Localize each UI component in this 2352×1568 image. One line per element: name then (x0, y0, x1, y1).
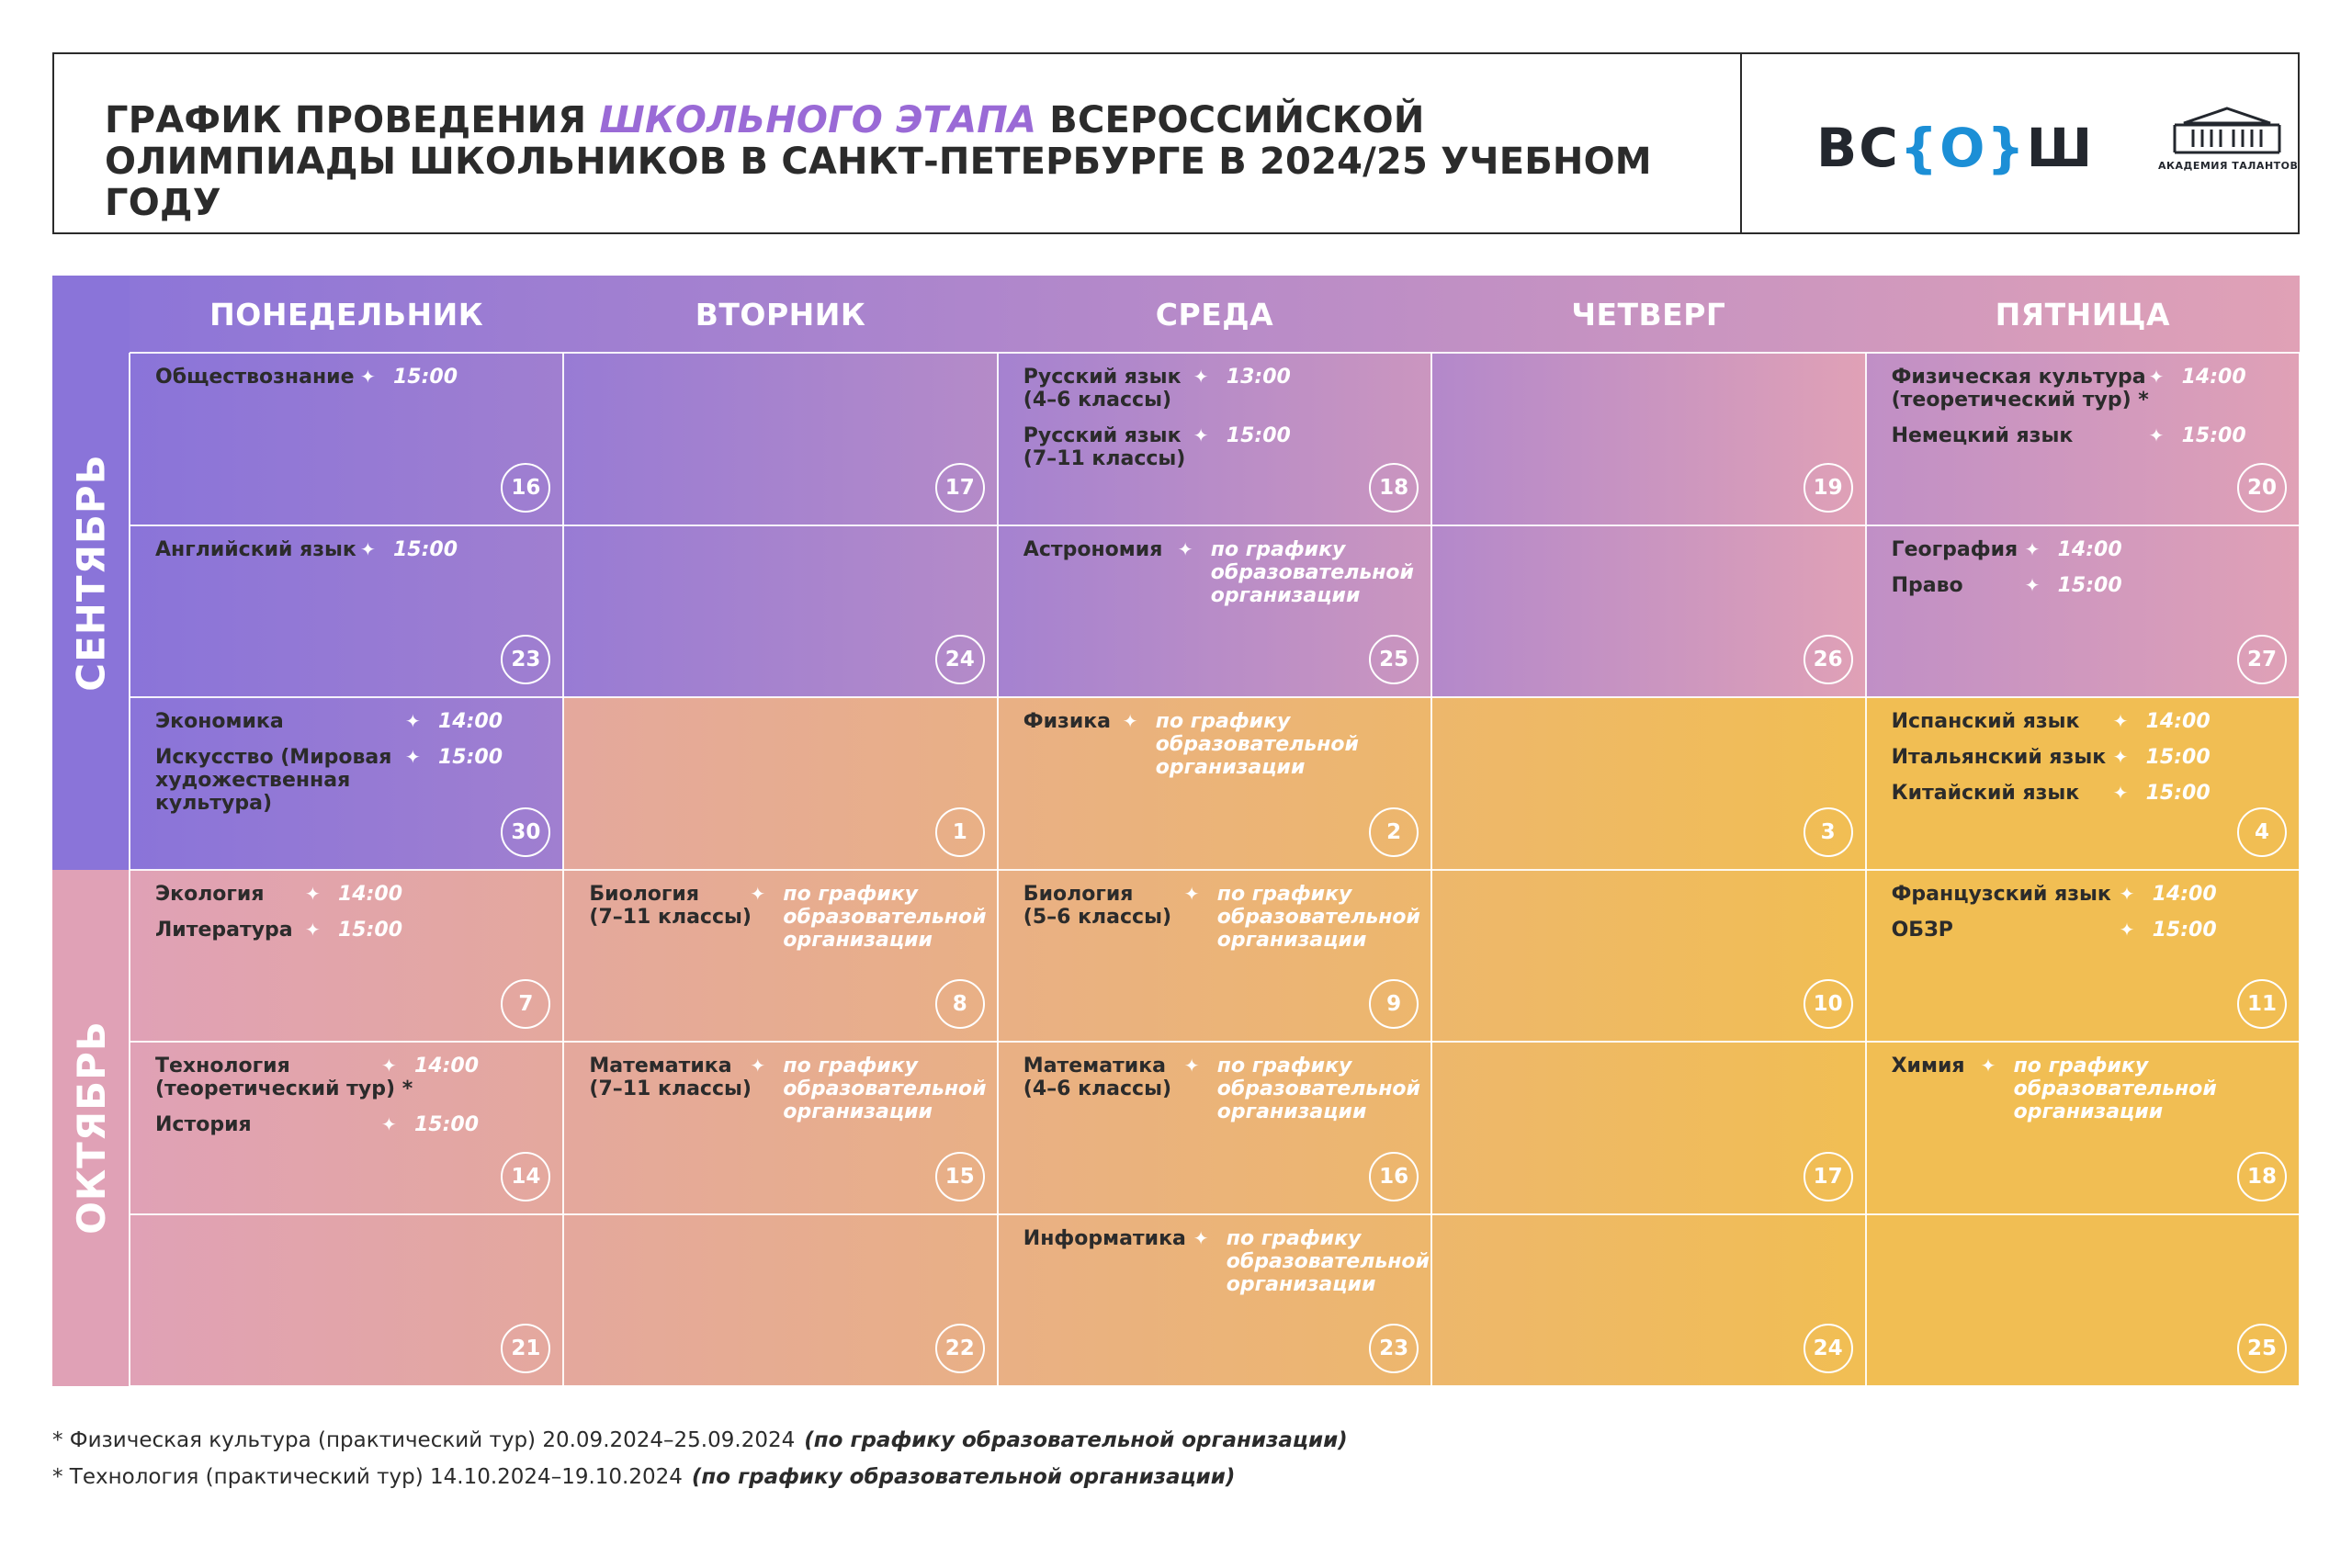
month-label-september: СЕНТЯБРЬ (68, 454, 114, 692)
sparkle-icon: ✦ (2024, 573, 2041, 596)
calendar-cell (1431, 353, 1865, 525)
day-number-badge: 14 (501, 1152, 550, 1201)
header (52, 52, 2300, 234)
subject-label: Физическая культура (теоретический тур) * (1891, 366, 2149, 412)
day-number-badge: 19 (1804, 463, 1853, 513)
day-number-badge: 21 (501, 1324, 550, 1373)
day-number-badge: 30 (501, 807, 550, 857)
time-label: 15:00 (2145, 746, 2211, 769)
sparkle-icon: ✦ (2148, 424, 2165, 446)
grid-line-horizontal (130, 1041, 2300, 1043)
calendar-cell (130, 353, 563, 525)
sparkle-icon: ✦ (305, 882, 321, 905)
subject-label: История (155, 1113, 252, 1136)
subject-label: Китайский язык (1891, 782, 2080, 805)
calendar-cell (130, 525, 563, 698)
academy-logo-label: АКАДЕМИЯ ТАЛАНТОВ (2158, 160, 2299, 172)
subject-label: Испанский язык (1891, 710, 2080, 733)
day-number-badge: 3 (1804, 807, 1853, 857)
subject-label: Экономика (155, 710, 284, 733)
grid-line-horizontal (130, 1213, 2300, 1215)
time-label: 15:00 (1226, 424, 1291, 447)
time-label: 13:00 (1226, 366, 1291, 389)
sparkle-icon: ✦ (2119, 918, 2135, 941)
time-label: 15:00 (2145, 782, 2211, 805)
vsosh-logo-right: Ш (2026, 117, 2095, 179)
time-label: 15:00 (438, 746, 503, 769)
time-label: по графику образовательной организации (783, 1055, 987, 1123)
subject-label: Обществознание (155, 366, 355, 389)
day-number-badge: 4 (2237, 807, 2287, 857)
day-number-badge: 15 (935, 1152, 985, 1201)
day-number-badge: 25 (1369, 635, 1419, 684)
time-label: 15:00 (393, 537, 458, 561)
footnote-text: * Технология (практический тур) 14.10.2024–19.10.2024 (52, 1465, 683, 1489)
footnote (52, 1422, 1348, 1459)
day-header: ВТОРНИК (695, 296, 866, 333)
sparkle-icon: ✦ (2112, 710, 2129, 732)
day-number-badge: 20 (2237, 463, 2287, 513)
time-label: 14:00 (414, 1055, 480, 1077)
grid-line-horizontal (130, 869, 2300, 871)
time-label: 15:00 (338, 918, 403, 942)
subject-label: Русский язык (7–11 классы) (1023, 424, 1186, 470)
sparkle-icon: ✦ (1183, 882, 1200, 905)
subject-label: Литература (155, 918, 293, 942)
calendar-cell (563, 353, 997, 525)
grid-line-horizontal (130, 525, 2300, 526)
day-number-badge: 27 (2237, 635, 2287, 684)
calendar-cell (563, 525, 997, 698)
time-label: 15:00 (2181, 424, 2246, 447)
grid-line-horizontal (130, 1385, 2300, 1387)
subject-label: Биология (7–11 классы) (589, 882, 752, 929)
page-title (105, 100, 1722, 224)
day-number-badge: 9 (1369, 979, 1419, 1029)
time-label: 14:00 (2057, 537, 2122, 561)
sparkle-icon: ✦ (360, 366, 376, 388)
calendar-cell (1866, 525, 2300, 698)
title-text-2: ВСЕРОССИЙСКОЙ ОЛИМПИАДЫ ШКОЛЬНИКОВ В САНКТ-ПЕТЕРБУРГЕ В 2024/25 УЧЕБНОМ ГОДУ (105, 99, 1652, 224)
time-label: 15:00 (414, 1113, 480, 1136)
sparkle-icon: ✦ (750, 882, 766, 905)
calendar-cell (563, 697, 997, 870)
calendar-cell (998, 870, 1431, 1043)
subject-label: Французский язык (1891, 882, 2111, 906)
subject-label: Право (1891, 573, 1963, 597)
month-label-october: ОКТЯБРЬ (68, 1021, 114, 1235)
subject-label: Физика (1023, 710, 1112, 733)
day-number-badge: 7 (501, 979, 550, 1029)
sparkle-icon: ✦ (381, 1113, 397, 1135)
vsosh-logo (1816, 117, 2095, 179)
calendar-cell (1866, 870, 2300, 1043)
calendar-cell (998, 697, 1431, 870)
day-number-badge: 1 (935, 807, 985, 857)
footnotes (52, 1422, 1348, 1495)
vsosh-logo-left: ВС (1816, 117, 1900, 179)
time-label: по графику образовательной организации (783, 882, 987, 952)
day-number-badge: 23 (501, 635, 550, 684)
month-band-october (52, 870, 130, 1387)
time-label: 14:00 (2181, 366, 2246, 389)
time-label: 14:00 (338, 882, 403, 906)
header-divider (1740, 54, 1742, 232)
day-header: ПЯТНИЦА (1995, 296, 2170, 333)
day-number-badge: 18 (2237, 1152, 2287, 1201)
calendar-cell (563, 870, 997, 1043)
footnote (52, 1459, 1348, 1495)
subject-label: Итальянский язык (1891, 746, 2107, 769)
time-label: по графику образовательной организации (1216, 1055, 1420, 1123)
calendar-cell (1431, 525, 1865, 698)
day-number-badge: 16 (1369, 1152, 1419, 1201)
time-label: 14:00 (438, 710, 503, 733)
day-header: СРЕДА (1155, 296, 1274, 333)
schedule-grid (52, 276, 2300, 1386)
sparkle-icon: ✦ (1980, 1055, 1996, 1077)
sparkle-icon: ✦ (381, 1055, 397, 1077)
sparkle-icon: ✦ (405, 746, 421, 768)
day-number-badge: 17 (935, 463, 985, 513)
subject-label: Математика (4–6 классы) (1023, 1055, 1172, 1100)
subject-label: ОБЗР (1891, 918, 1953, 942)
time-label: по графику образовательной организации (2013, 1055, 2217, 1123)
day-number-badge: 26 (1804, 635, 1853, 684)
sparkle-icon: ✦ (305, 918, 321, 941)
day-number-badge: 11 (2237, 979, 2287, 1029)
calendar-cell (130, 1214, 563, 1387)
calendar-cell (998, 525, 1431, 698)
sparkle-icon: ✦ (1183, 1055, 1200, 1077)
sparkle-icon: ✦ (2148, 366, 2165, 388)
calendar-cell (130, 870, 563, 1043)
time-label: 15:00 (2057, 573, 2122, 597)
subject-label: Математика (7–11 классы) (589, 1055, 752, 1100)
calendar-cell (998, 1214, 1431, 1387)
time-label: 15:00 (2152, 918, 2217, 942)
calendar-cell (563, 1214, 997, 1387)
subject-label: Химия (1891, 1055, 1965, 1077)
subject-label: Технология (теоретический тур) * (155, 1055, 413, 1100)
academy-building-icon (2167, 105, 2287, 156)
sparkle-icon: ✦ (750, 1055, 766, 1077)
sparkle-icon: ✦ (2112, 746, 2129, 768)
month-band-september (52, 276, 130, 870)
vsosh-logo-mid: {О} (1899, 117, 2027, 179)
subject-label: Английский язык (155, 537, 356, 561)
sparkle-icon: ✦ (2119, 882, 2135, 905)
day-number-badge: 23 (1369, 1324, 1419, 1373)
sparkle-icon: ✦ (405, 710, 421, 732)
academy-logo (2158, 105, 2299, 197)
subject-label: Русский язык (4–6 классы) (1023, 366, 1182, 412)
day-number-badge: 25 (2237, 1324, 2287, 1373)
calendar-cell (1866, 697, 2300, 870)
sparkle-icon: ✦ (1193, 366, 1209, 388)
day-number-badge: 17 (1804, 1152, 1853, 1201)
footnote-note: (по графику образовательной организации) (804, 1428, 1348, 1452)
calendar-cell (130, 1042, 563, 1214)
subject-label: Искусство (Мировая художественная культура) (155, 746, 392, 815)
time-label: по графику образовательной организации (1216, 882, 1420, 952)
grid-line-horizontal (130, 696, 2300, 698)
day-number-badge: 16 (501, 463, 550, 513)
footnote-text: * Физическая культура (практический тур) 20.09.2024–25.09.2024 (52, 1428, 796, 1452)
subject-label: Астрономия (1023, 537, 1163, 561)
day-number-badge: 24 (935, 635, 985, 684)
title-highlight: ШКОЛЬНОГО ЭТАПА (599, 99, 1037, 141)
calendar-cell (1431, 697, 1865, 870)
day-number-badge: 2 (1369, 807, 1419, 857)
subject-label: Информатика (1023, 1226, 1186, 1250)
sparkle-icon: ✦ (1193, 1226, 1209, 1249)
calendar-cell (1866, 1214, 2300, 1387)
time-label: по графику образовательной организации (1155, 710, 1359, 779)
calendar-cell (1866, 353, 2300, 525)
sparkle-icon: ✦ (360, 537, 376, 560)
sparkle-icon: ✦ (1177, 537, 1193, 560)
calendar-cell (130, 697, 563, 870)
day-number-badge: 8 (935, 979, 985, 1029)
time-label: по графику образовательной организации (1210, 537, 1414, 607)
day-number-badge: 18 (1369, 463, 1419, 513)
sparkle-icon: ✦ (1193, 424, 1209, 446)
day-number-badge: 24 (1804, 1324, 1853, 1373)
time-label: по графику образовательной организации (1226, 1226, 1430, 1296)
sparkle-icon: ✦ (1122, 710, 1138, 732)
calendar-cell (1431, 1214, 1865, 1387)
calendar-cell (1431, 1042, 1865, 1214)
time-label: 14:00 (2152, 882, 2217, 906)
day-header: ПОНЕДЕЛЬНИК (209, 296, 484, 333)
footnote-note: (по графику образовательной организации) (691, 1465, 1236, 1489)
calendar-cell (998, 1042, 1431, 1214)
title-text-1: ГРАФИК ПРОВЕДЕНИЯ (105, 99, 600, 141)
time-label: 14:00 (2145, 710, 2211, 733)
time-label: 15:00 (393, 366, 458, 389)
calendar-cell (563, 1042, 997, 1214)
subject-label: География (1891, 537, 2018, 561)
grid-line-horizontal (130, 352, 2300, 354)
calendar-cell (998, 353, 1431, 525)
sparkle-icon: ✦ (2112, 782, 2129, 804)
day-number-badge: 10 (1804, 979, 1853, 1029)
calendar-cell (1431, 870, 1865, 1043)
subject-label: Экология (155, 882, 265, 906)
subject-label: Биология (5–6 классы) (1023, 882, 1172, 929)
subject-label: Немецкий язык (1891, 424, 2074, 447)
sparkle-icon: ✦ (2024, 537, 2041, 560)
day-header: ЧЕТВЕРГ (1571, 296, 1726, 333)
day-number-badge: 22 (935, 1324, 985, 1373)
calendar-cell (1866, 1042, 2300, 1214)
